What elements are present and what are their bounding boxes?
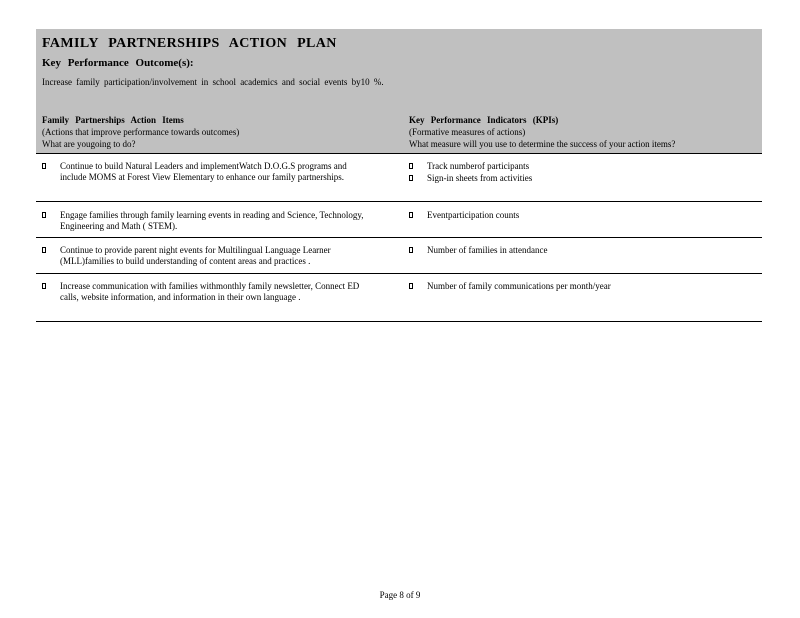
checkbox-bullet-icon bbox=[409, 163, 413, 169]
kpi-cell bbox=[409, 245, 754, 257]
action-text: Continue to provide parent night events for Multilingual Language Learner (MLL)families to build understanding of content areas and practices . bbox=[60, 245, 331, 266]
kpi-subtitle: (Formative measures of actions) bbox=[409, 127, 526, 137]
table-row bbox=[36, 154, 762, 202]
kpi-text: Eventparticipation counts bbox=[427, 210, 520, 220]
checkbox-bullet-icon bbox=[409, 175, 413, 181]
kpi-text: Sign-in sheets from activities bbox=[427, 173, 533, 183]
kpo-text: Increase family participation/involvement in school academics and social events by10 %. bbox=[42, 77, 384, 87]
action-cell bbox=[42, 281, 374, 304]
action-cell bbox=[42, 210, 374, 233]
page-title: FAMILY PARTNERSHIPS ACTION PLAN bbox=[42, 36, 337, 51]
action-plan-table bbox=[36, 29, 762, 322]
kpi-title: Key Performance Indicators (KPIs) bbox=[409, 115, 559, 125]
action-cell bbox=[42, 161, 374, 184]
action-items-column-header bbox=[42, 114, 239, 150]
table-header bbox=[36, 29, 762, 153]
table-body bbox=[36, 153, 762, 322]
action-text: Engage families through family learning events in reading and Science, Technology, Engineering and Math ( STEM). bbox=[60, 210, 364, 231]
table-row bbox=[36, 274, 762, 322]
kpi-column-header bbox=[409, 114, 675, 150]
page-number: Page 8 of 9 bbox=[379, 590, 421, 600]
checkbox-bullet-icon bbox=[42, 212, 46, 218]
kpi-question: What measure will you use to determine the success of your action items? bbox=[409, 139, 676, 149]
kpi-text: Number of family communications per month/year bbox=[427, 281, 611, 291]
checkbox-bullet-icon bbox=[409, 212, 413, 218]
checkbox-bullet-icon bbox=[42, 163, 46, 169]
checkbox-bullet-icon bbox=[42, 247, 46, 253]
kpo-label: Key Performance Outcome(s): bbox=[42, 57, 194, 69]
action-items-question: What are yougoing to do? bbox=[42, 139, 136, 149]
kpi-text: Number of families in attendance bbox=[427, 245, 548, 255]
kpi-cell bbox=[409, 281, 754, 293]
checkbox-bullet-icon bbox=[409, 283, 413, 289]
kpi-text: Track numberof participants bbox=[427, 161, 530, 171]
action-cell bbox=[42, 245, 374, 268]
checkbox-bullet-icon bbox=[409, 247, 413, 253]
checkbox-bullet-icon bbox=[42, 283, 46, 289]
action-items-subtitle: (Actions that improve performance towards outcomes) bbox=[42, 127, 240, 137]
action-text: Continue to build Natural Leaders and implementWatch D.O.G.S programs and include MOMS at Forest View Elementary to enhance our family partnerships. bbox=[60, 161, 347, 182]
table-row bbox=[36, 238, 762, 274]
action-items-title: Family Partnerships Action Items bbox=[42, 115, 184, 125]
kpi-cell bbox=[409, 210, 754, 222]
kpi-cell bbox=[409, 161, 754, 185]
table-row bbox=[36, 202, 762, 238]
action-text: Increase communication with families withmonthly family newsletter, Connect ED calls, website information, and information in their own language . bbox=[60, 281, 360, 302]
